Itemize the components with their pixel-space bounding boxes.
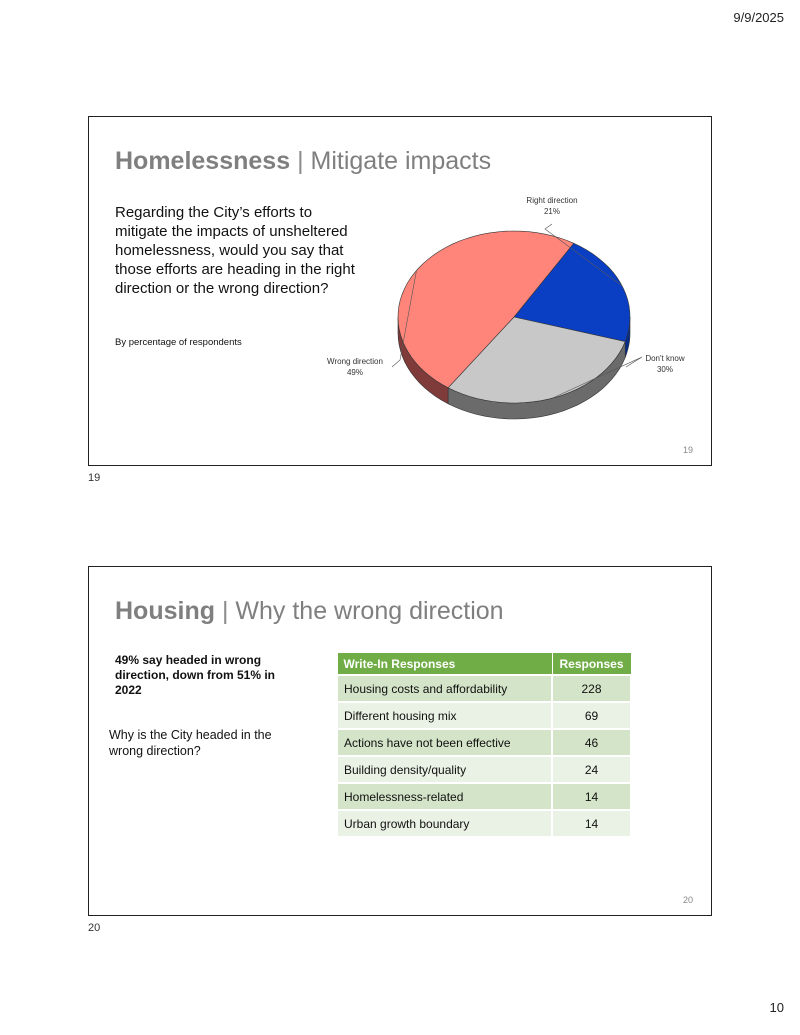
- slide-number: 20: [682, 895, 693, 905]
- table-row: [337, 783, 631, 810]
- row-label: Homelessness-related: [337, 783, 552, 810]
- row-label: Different housing mix: [337, 702, 552, 729]
- row-value: 24: [552, 756, 631, 783]
- slide-housing: [88, 566, 712, 916]
- header-responses: Responses: [552, 653, 631, 676]
- table-row: [337, 675, 631, 702]
- survey-question: Regarding the City’s efforts to mitigate the impacts of unsheltered homelessness, would you say that those efforts are heading in the right direction or the wrong direction?: [115, 204, 355, 297]
- headline-stat: 49% say headed in wrong direction, down from 51% in 2022: [115, 653, 276, 697]
- title-rest: Why the wrong direction: [235, 597, 504, 625]
- table-row: [337, 702, 631, 729]
- row-value: 228: [552, 675, 631, 702]
- slide-homelessness: [88, 116, 712, 466]
- row-label: Housing costs and affordability: [337, 675, 552, 702]
- slide-caption: 19: [88, 472, 101, 484]
- row-value: 14: [552, 783, 631, 810]
- table-header-row: [337, 653, 631, 676]
- title-bold: Housing: [115, 597, 215, 625]
- page-number: 10: [769, 1000, 784, 1015]
- pie-value-wrong-direction: 49%: [346, 368, 364, 377]
- pie-label-wrong-direction: Wrong direction: [327, 357, 383, 366]
- row-value: 69: [552, 702, 631, 729]
- slide-title: [115, 597, 504, 626]
- pie-label-don-t-know: Don't know: [645, 354, 685, 363]
- row-value: 46: [552, 729, 631, 756]
- row-label: Building density/quality: [337, 756, 552, 783]
- slide-caption: 20: [88, 922, 101, 934]
- table-row: [337, 810, 631, 837]
- row-label: Urban growth boundary: [337, 810, 552, 837]
- table-row: [337, 729, 631, 756]
- pie-value-right-direction: 21%: [543, 207, 561, 216]
- title-rest: Mitigate impacts: [310, 147, 492, 175]
- chart-subtitle: By percentage of respondents: [115, 337, 242, 348]
- pie-value-don-t-know: 30%: [656, 365, 674, 374]
- page-date: 9/9/2025: [733, 10, 784, 25]
- row-value: 14: [552, 810, 631, 837]
- responses-table: [336, 652, 632, 838]
- header-write-in: Write-In Responses: [337, 653, 552, 676]
- pie-label-right-direction: Right direction: [526, 196, 578, 205]
- title-separator: |: [221, 597, 229, 625]
- pie-top-layer: [398, 231, 630, 403]
- slide-number: 19: [682, 445, 693, 455]
- title-bold: Homelessness: [115, 147, 291, 175]
- title-separator: |: [297, 147, 304, 175]
- survey-question: Why is the City headed in the wrong direction?: [109, 728, 272, 758]
- table-row: [337, 756, 631, 783]
- row-label: Actions have not been effective: [337, 729, 552, 756]
- pie-chart: [89, 117, 711, 465]
